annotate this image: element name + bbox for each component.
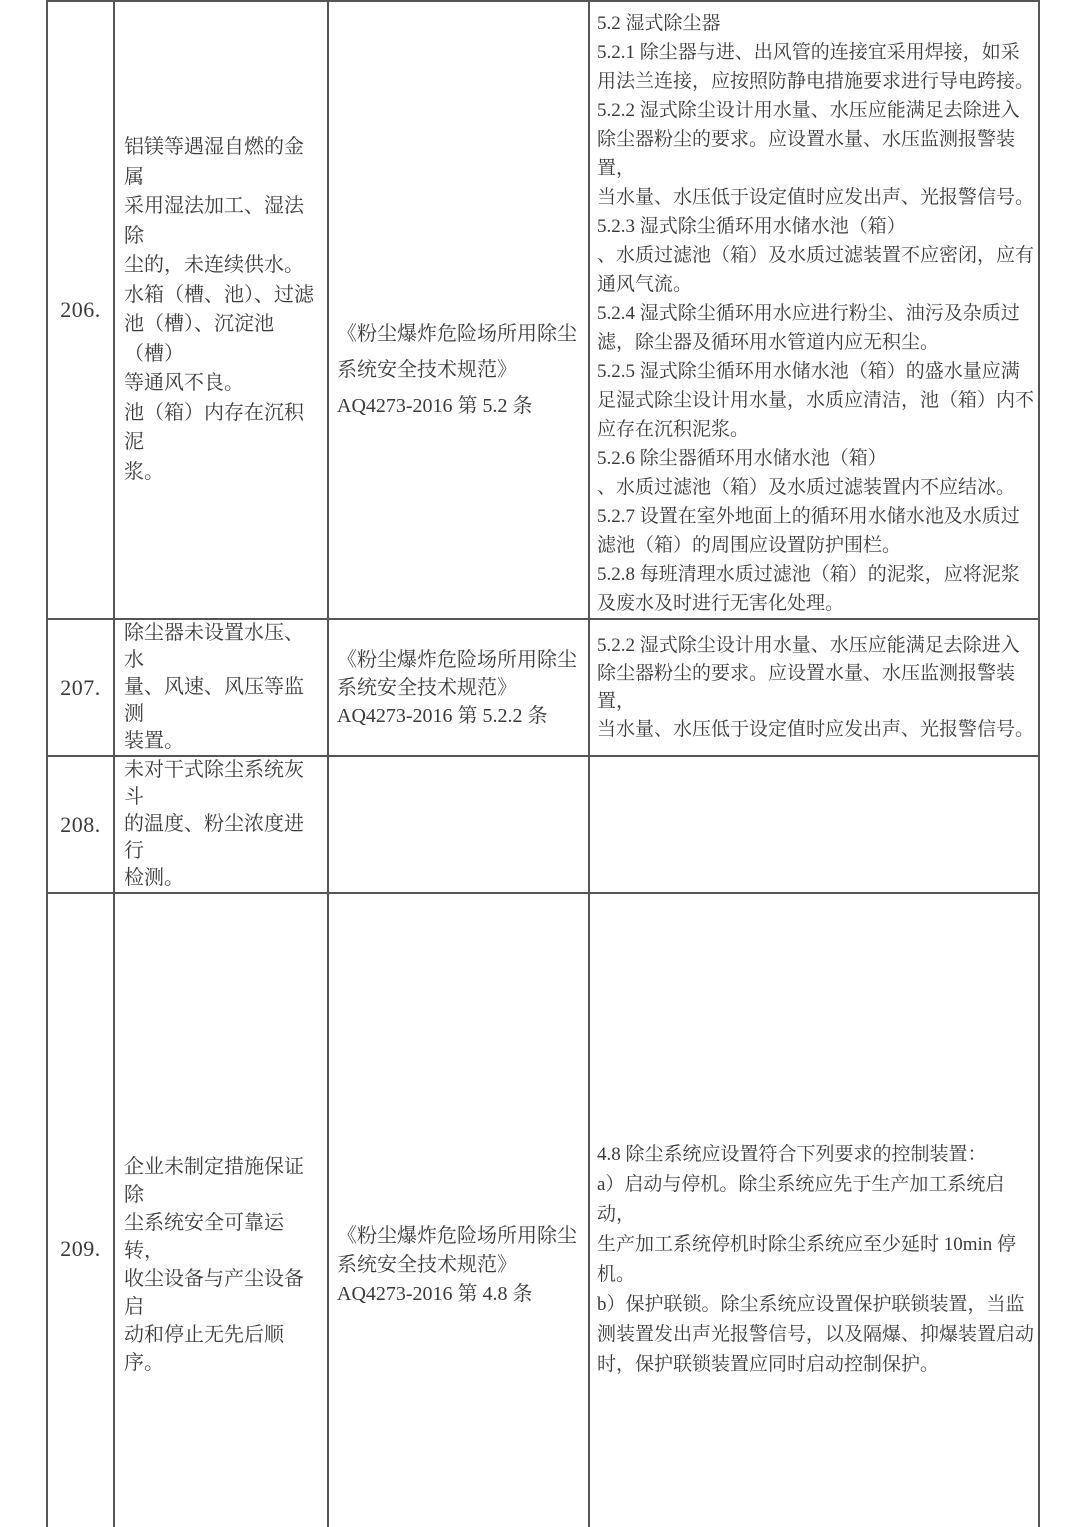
table-row-208 [47,756,1039,893]
problem-description: 未对干式除尘系统灰斗 的温度、粉尘浓度进行 检测。 [124,759,304,889]
regulation-table [46,0,1040,1527]
regulation-text: 5.2.2 湿式除尘设计用水量、水压应能满足去除进入 除尘器粉尘的要求。应设置水量、水压监测报警装置， 当水量、水压低于设定值时应发出声、光报警信号。 [597,634,1035,740]
table-row-207 [47,619,1039,756]
row-number: 206. [60,297,101,322]
regulation-text: 5.2 湿式除尘器 5.2.1 除尘器与进、出风管的连接宜采用焊接，如采 用法兰连接，应按照防静电措施要求进行导电跨接。 5.2.2 湿式除尘设计用水量、水压应能满足去除进入 除尘器粉尘的要求。应设置水量、水压监测报警装置， 当水量、水压低于设定值时应发出声、光报警信号。 5.2.3 湿式除尘循环用水储水池（箱） 、水质过滤池（箱）及水质过滤装置不应密闭，应有 通风气流。 5.2.4 湿式除尘循环用水应进行粉尘、油污及杂质过 滤，除尘器及循环用水管道内应无积尘。 5.2.5 湿式除尘循环用水储水池（箱）的盛水量应满 足湿式除尘设计用水量，水质应清洁，池（箱）内不 应存在沉积泥浆。 5.2.6 除尘器循环用水储水池（箱） 、水质过滤池（箱）及水质过滤装置内不应结冰。 5.2.7 设置在室外地面上的循环用水储水池及水质过 滤池（箱）的周围应设置防护围栏。 5.2.8 每班清理水质过滤池（箱）的泥浆，应将泥浆 及废水及时进行无害化处理。 [597,13,1035,614]
row-number: 207. [60,674,101,700]
table-row-206 [47,1,1039,619]
row-number: 208. [60,811,101,837]
problem-description: 铝镁等遇湿自燃的金属 采用湿法加工、湿法除 尘的，未连续供水。 水箱（槽、池）、过滤 池（槽）、沉淀池（槽） 等通风不良。 池（箱）内存在沉积泥 浆。 [124,136,314,483]
legal-basis: 《粉尘爆炸危险场所用除尘 系统安全技术规范》 AQ4273-2016 第 4.8 条 [337,1224,577,1305]
problem-description: 企业未制定措施保证除 尘系统安全可靠运转， 收尘设备与产尘设备启 动和停止无先后顺序。 [124,1156,304,1374]
row-number: 209. [60,1236,101,1261]
problem-description: 除尘器未设置水压、水 量、风速、风压等监测 装置。 [124,622,304,752]
table-row-209 [47,893,1039,1527]
legal-basis: 《粉尘爆炸危险场所用除尘 系统安全技术规范》 AQ4273-2016 第 5.2.2 条 [337,648,577,727]
legal-basis: 《粉尘爆炸危险场所用除尘 系统安全技术规范》 AQ4273-2016 第 5.2 条 [337,323,577,417]
regulation-text: 4.8 除尘系统应设置符合下列要求的控制装置： a）启动与停机。除尘系统应先于生产加工系统启动， 生产加工系统停机时除尘系统应至少延时 10min 停 机。 b）保护联锁。除尘系统应设置保护联锁装置，当监 测装置发出声光报警信号，以及隔爆、抑爆装置启动 时，保护联锁装置应同时启动控制保护。 [597,1144,1035,1375]
